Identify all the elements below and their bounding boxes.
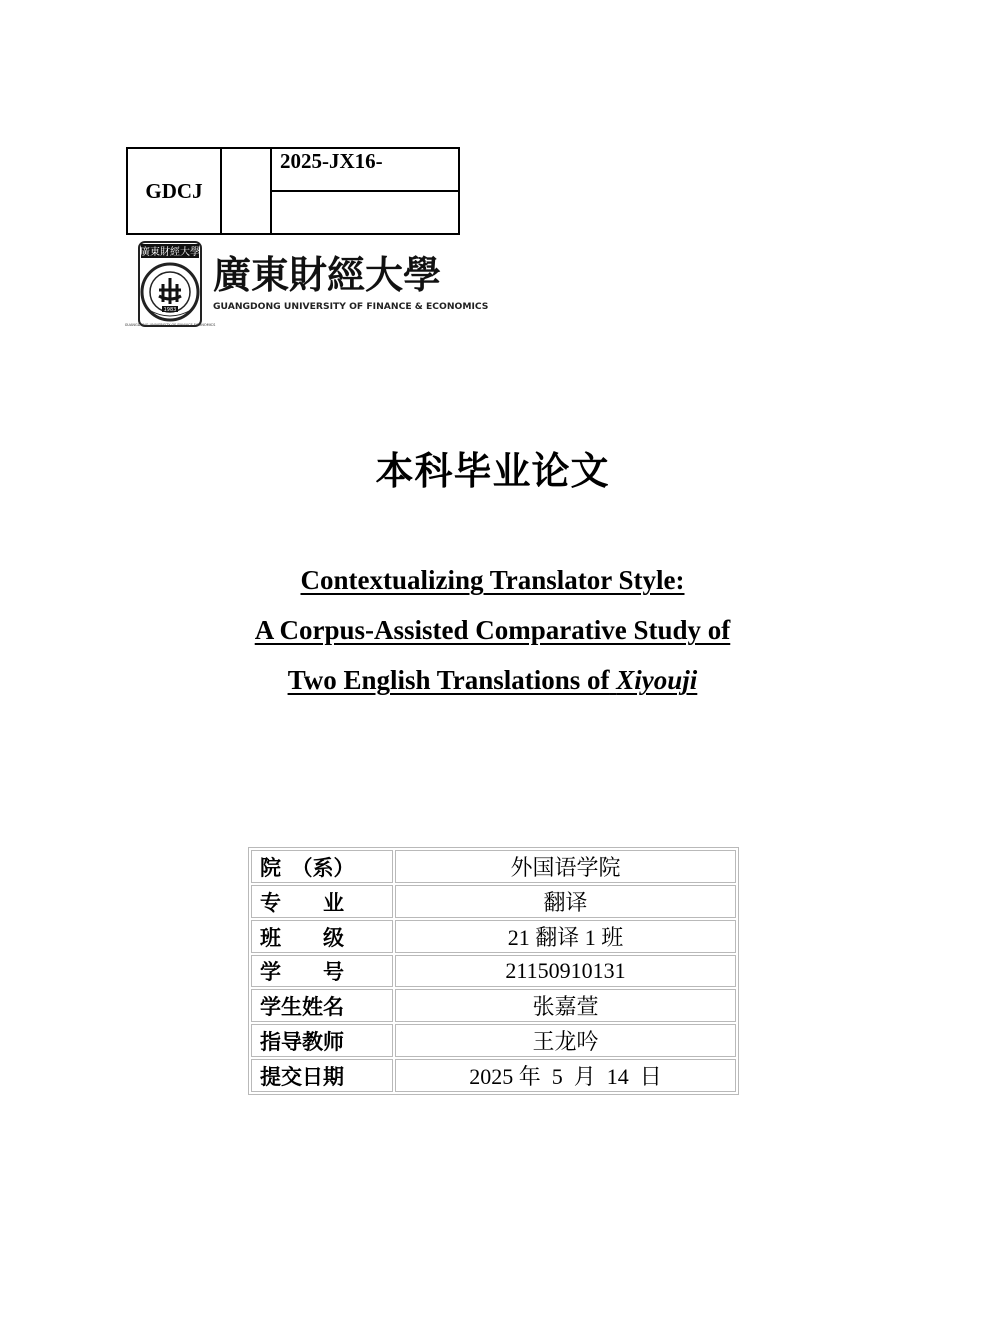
table-row [251, 850, 736, 883]
info-label: 学生姓名 [251, 989, 393, 1022]
code-blank-row [271, 191, 459, 234]
info-value: 外国语学院 [395, 850, 736, 883]
table-row [251, 920, 736, 953]
thesis-title-line-3: Two English Translations of Xiyouji [287, 665, 698, 695]
info-value: 翻译 [395, 885, 736, 918]
page-title: 本科毕业论文 [375, 449, 610, 493]
thesis-title-italic: Xiyouji [616, 665, 698, 695]
table-row [251, 955, 736, 987]
info-label: 班 级 [251, 920, 393, 953]
code-number: 2025-JX16- [271, 148, 459, 191]
info-label: 学 号 [251, 955, 393, 987]
info-value: 王龙吟 [395, 1024, 736, 1057]
info-value: 张嘉萱 [395, 989, 736, 1022]
university-logo [124, 240, 489, 328]
info-label: 院 （系） [251, 850, 393, 883]
thesis-title-line-1: Contextualizing Translator Style: [300, 565, 685, 595]
seal-ring-text: GUANGDONG UNIVERSITY OF FINANCE ECONOMICS [124, 323, 216, 327]
info-value: 2025 年 5 月 14 日 [395, 1059, 736, 1092]
info-label: 专 业 [251, 885, 393, 918]
university-name-en: GUANGDONG UNIVERSITY OF FINANCE & ECONOMICS [213, 301, 489, 312]
thesis-title [0, 555, 985, 705]
student-info-table [248, 847, 739, 1095]
info-value: 21 翻译 1 班 [395, 920, 736, 953]
table-row [251, 989, 736, 1022]
classification-code-box [126, 147, 460, 235]
info-value: 21150910131 [395, 955, 736, 987]
table-row [251, 885, 736, 918]
info-label: 提交日期 [251, 1059, 393, 1092]
table-row [251, 1059, 736, 1092]
seal-top-text: 廣東財經大學 [140, 247, 200, 258]
code-prefix: GDCJ [127, 148, 221, 234]
university-name-cn: 廣東財經大學 [213, 252, 442, 297]
university-seal-icon [125, 242, 216, 327]
table-row [251, 1024, 736, 1057]
seal-year: 1983 [163, 307, 177, 313]
thesis-title-line-2: A Corpus-Assisted Comparative Study of [254, 615, 731, 645]
code-blank-cell [221, 148, 271, 234]
info-label: 指导教师 [251, 1024, 393, 1057]
